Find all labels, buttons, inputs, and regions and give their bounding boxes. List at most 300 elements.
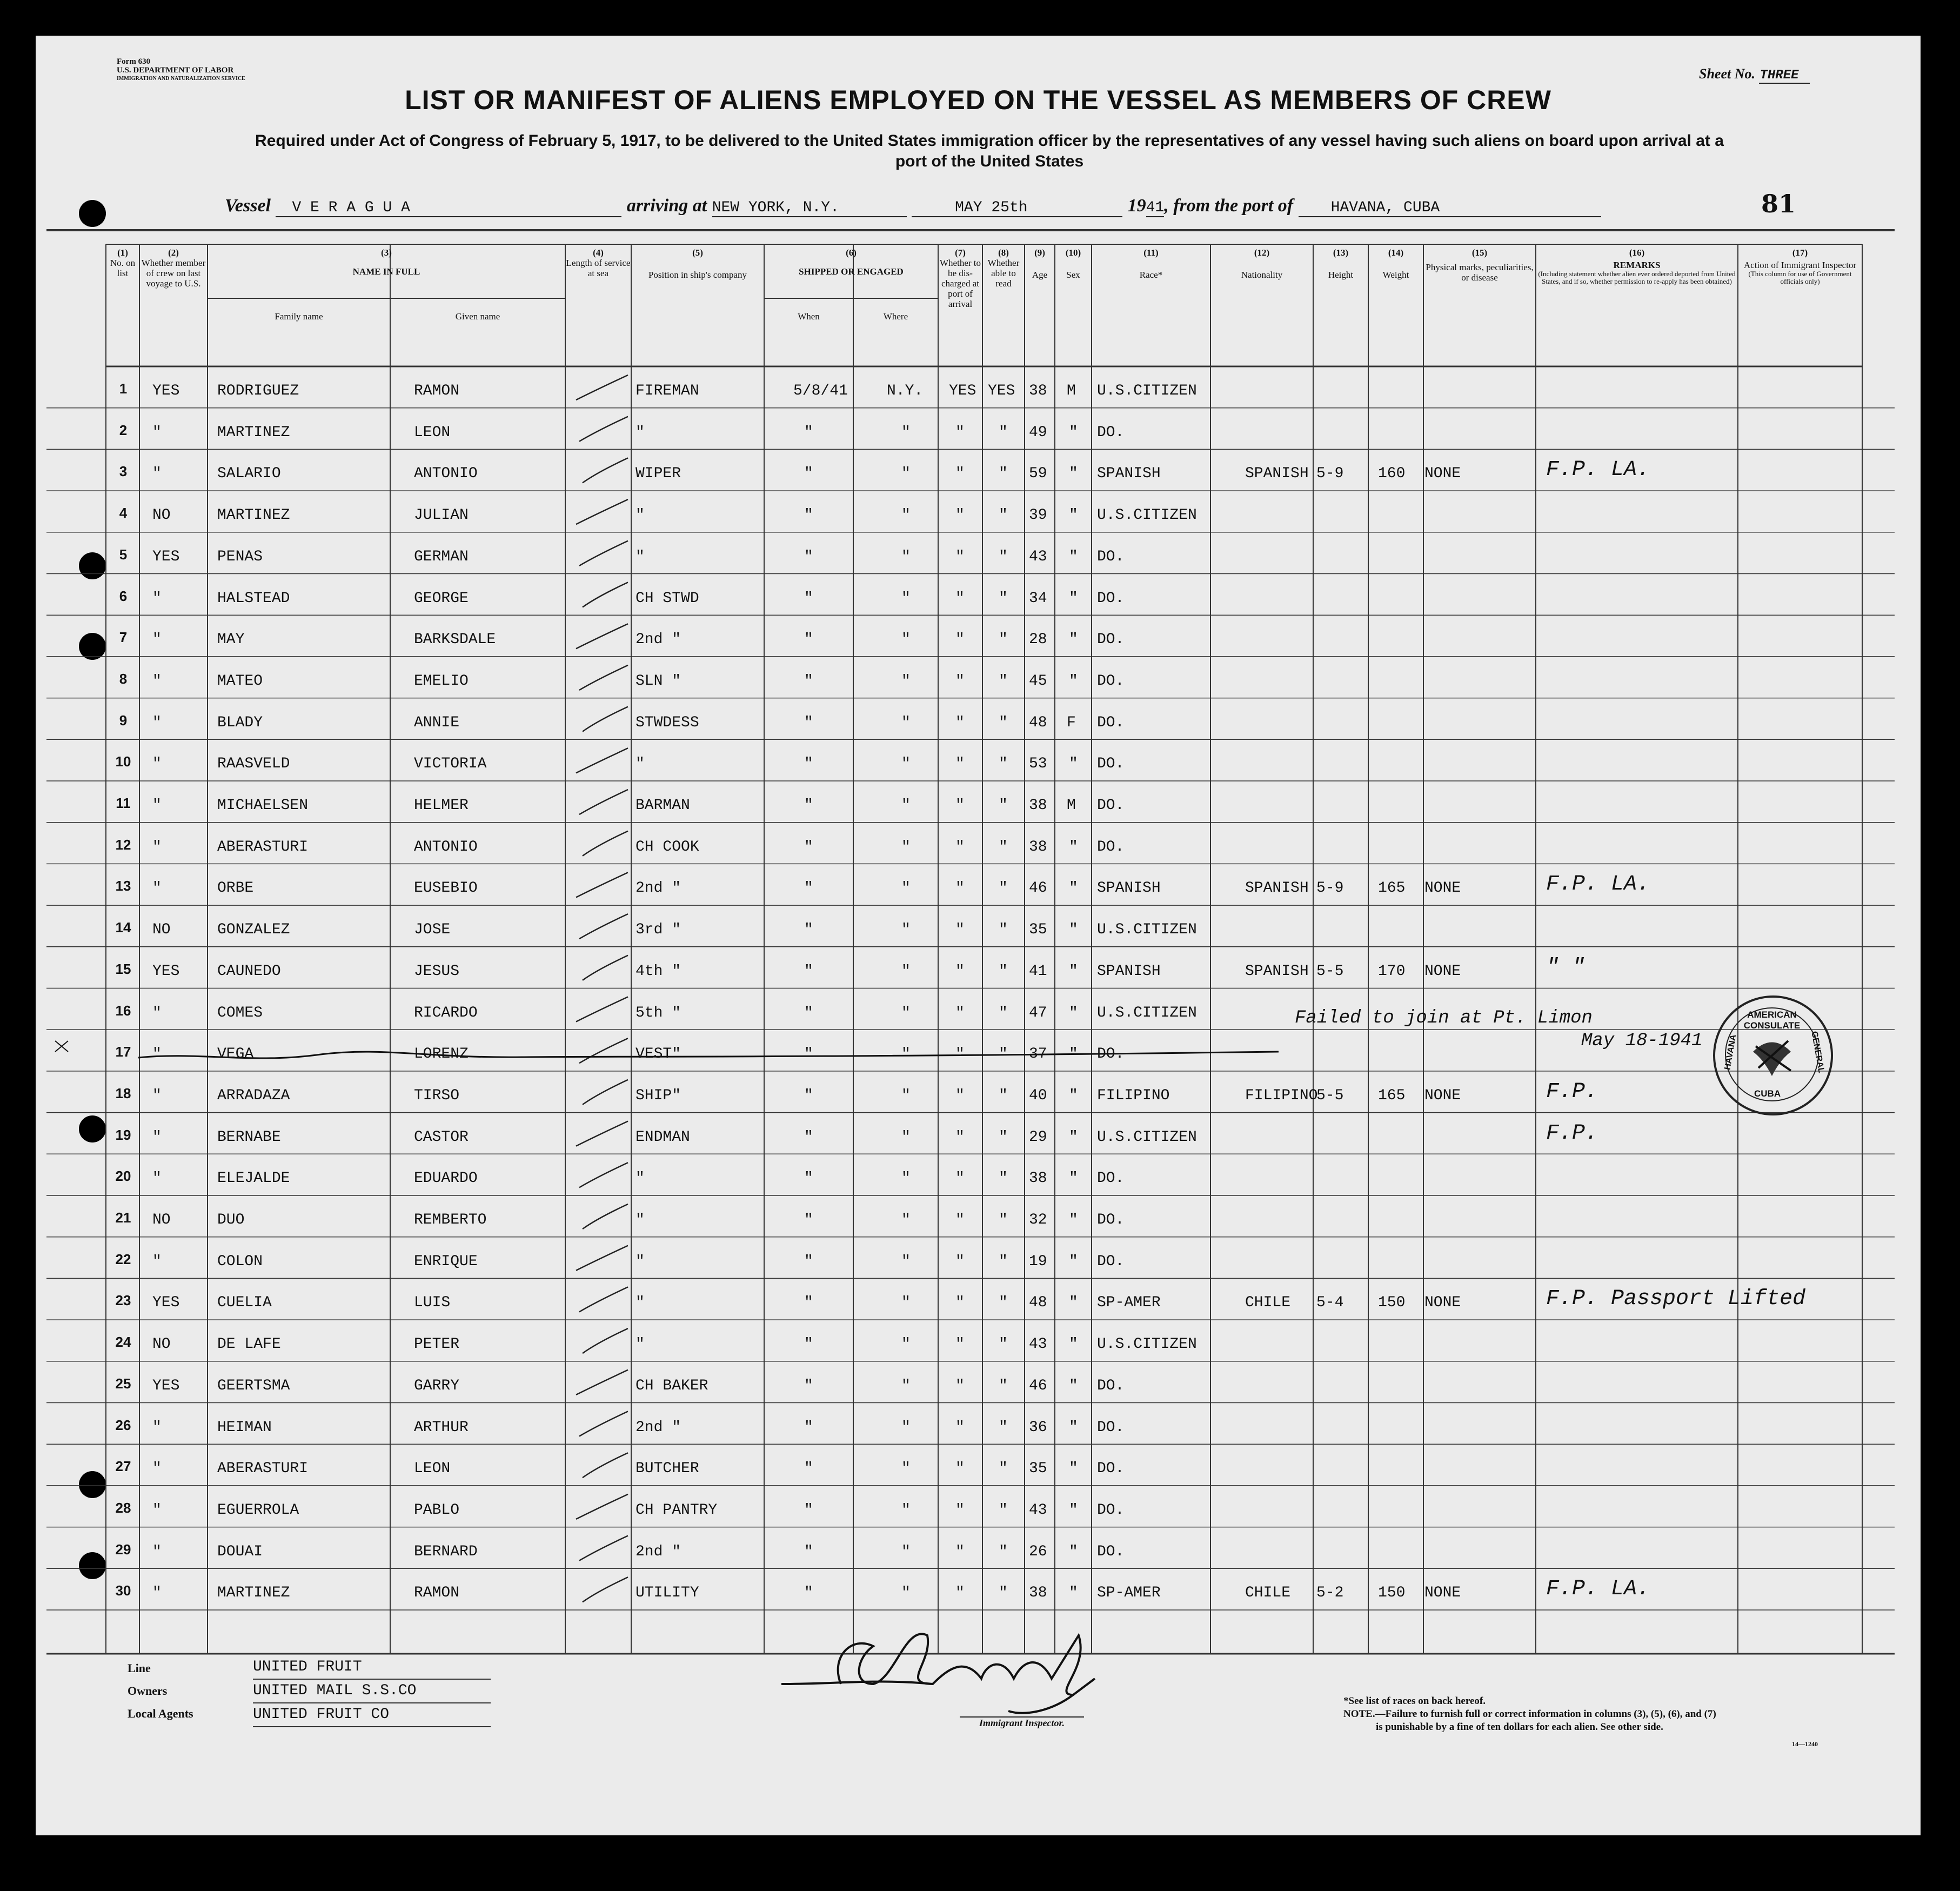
- shipped-where-cell: ": [901, 424, 911, 441]
- weight-cell: 165: [1378, 880, 1406, 897]
- row-number-cell: 19: [115, 1126, 131, 1143]
- race-cell: SP-AMER: [1097, 1585, 1161, 1602]
- position-cell: CH BAKER: [636, 1377, 708, 1394]
- subtitle-line-1: Required under Act of Congress of February 5, 1917, to be delivered to the United States immigration officer by the representatives of any vessel having such aliens on board upon arrival at a: [255, 132, 1724, 150]
- col-remarks-header: (16) REMARKS (Including statement whether alien ever ordered deported from United States, and if so, whether permission to re-apply has been obtained): [1538, 248, 1736, 285]
- race-cell: DO.: [1097, 590, 1125, 607]
- last-voyage-cell: ": [152, 1501, 162, 1519]
- departure-port: HAVANA, CUBA: [1299, 199, 1601, 217]
- age-cell: 29: [1029, 1128, 1047, 1146]
- shipped-when-cell: ": [804, 838, 813, 856]
- able-to-read-cell: ": [999, 921, 1008, 939]
- race-cell: U.S.CITIZEN: [1097, 1004, 1197, 1021]
- able-to-read-cell: ": [999, 1501, 1008, 1519]
- given-name-cell: JESUS: [414, 963, 460, 980]
- position-cell: WIPER: [636, 465, 681, 483]
- page-number: 81: [1761, 189, 1796, 218]
- footer-agents-label: Local Agents: [128, 1707, 193, 1720]
- nationality-cell: CHILE: [1245, 1585, 1291, 1602]
- last-voyage-cell: YES: [152, 548, 180, 565]
- height-cell: 5-4: [1316, 1294, 1344, 1312]
- family-name-cell: GEERTSMA: [217, 1377, 290, 1394]
- row-number-cell: 14: [115, 919, 131, 936]
- department-name: U.S. DEPARTMENT OF LABOR: [117, 66, 234, 75]
- position-cell: ": [636, 424, 645, 441]
- given-name-cell: VICTORIA: [414, 756, 487, 773]
- shipped-when-cell: ": [804, 1377, 813, 1394]
- nationality-cell: SPANISH: [1245, 963, 1309, 980]
- race-cell: DO.: [1097, 756, 1125, 773]
- family-name-cell: ABERASTURI: [217, 1460, 309, 1478]
- position-cell: CH PANTRY: [636, 1501, 718, 1519]
- last-voyage-cell: ": [152, 714, 162, 731]
- last-voyage-cell: ": [152, 1004, 162, 1021]
- shipped-where-cell: ": [901, 756, 911, 773]
- col-name-header: (3) NAME IN FULL: [352, 248, 420, 277]
- able-to-read-cell: YES: [988, 383, 1015, 399]
- family-name-cell: RODRIGUEZ: [217, 383, 299, 399]
- physical-marks-cell: NONE: [1424, 1585, 1461, 1602]
- race-cell: DO.: [1097, 797, 1125, 814]
- race-cell: U.S.CITIZEN: [1097, 383, 1197, 399]
- age-cell: 59: [1029, 465, 1047, 483]
- position-cell: ": [636, 1253, 645, 1270]
- physical-marks-cell: NONE: [1424, 1294, 1461, 1312]
- position-cell: 5th ": [636, 1004, 681, 1021]
- able-to-read-cell: ": [999, 1294, 1008, 1312]
- age-cell: 46: [1029, 880, 1047, 897]
- given-name-cell: GARRY: [414, 1377, 460, 1394]
- position-cell: CH COOK: [636, 838, 699, 856]
- shipped-where-cell: ": [901, 797, 911, 814]
- sex-cell: ": [1069, 921, 1078, 939]
- col-no-header: (1) No. on list: [110, 248, 136, 278]
- age-cell: 38: [1029, 383, 1047, 399]
- shipped-when-cell: ": [804, 1294, 813, 1312]
- position-cell: ENDMAN: [636, 1128, 690, 1146]
- age-cell: 48: [1029, 714, 1047, 731]
- sheet-value: THREE: [1759, 68, 1810, 84]
- position-cell: BUTCHER: [636, 1460, 699, 1478]
- col-position-header: (5) Position in ship's company: [648, 248, 747, 280]
- given-name-cell: EDUARDO: [414, 1170, 478, 1187]
- sex-cell: ": [1069, 507, 1078, 524]
- last-voyage-cell: ": [152, 465, 162, 483]
- row-number-cell: 27: [115, 1458, 131, 1475]
- able-to-read-cell: ": [999, 1212, 1008, 1228]
- col-weight-header: (14) Weight: [1382, 248, 1409, 280]
- position-cell: ": [636, 1336, 645, 1353]
- age-cell: 34: [1029, 590, 1047, 607]
- able-to-read-cell: ": [999, 548, 1008, 565]
- position-cell: BARMAN: [636, 797, 690, 814]
- position-cell: ": [636, 756, 645, 773]
- sex-cell: ": [1069, 1377, 1078, 1394]
- last-voyage-cell: ": [152, 1419, 162, 1436]
- last-voyage-cell: ": [152, 756, 162, 773]
- nationality-cell: SPANISH: [1245, 880, 1309, 897]
- family-name-cell: MARTINEZ: [217, 507, 290, 524]
- family-name-cell: COLON: [217, 1253, 263, 1270]
- shipped-where-cell: ": [901, 672, 911, 690]
- row-number-cell: 6: [119, 587, 128, 604]
- subtitle-line-2: port of the United States: [895, 152, 1084, 170]
- able-to-read-cell: ": [999, 424, 1008, 441]
- footer-owners-value: UNITED MAIL S.S.CO: [253, 1680, 491, 1703]
- col-sex-header: (10) Sex: [1065, 248, 1081, 280]
- sex-cell: ": [1069, 1543, 1078, 1560]
- sex-cell: ": [1069, 1294, 1078, 1312]
- sex-cell: ": [1069, 1170, 1078, 1187]
- position-cell: ": [636, 507, 645, 524]
- given-name-cell: CASTOR: [414, 1128, 469, 1146]
- arrival-date: MAY 25th: [912, 199, 1122, 217]
- shipped-when-cell: ": [804, 1253, 813, 1270]
- shipped-where-cell: ": [901, 880, 911, 897]
- given-name-cell: GERMAN: [414, 548, 469, 565]
- race-cell: SPANISH: [1097, 963, 1161, 980]
- able-to-read-cell: ": [999, 963, 1008, 980]
- page-title: LIST OR MANIFEST OF ALIENS EMPLOYED ON THE VESSEL AS MEMBERS OF CREW: [405, 85, 1551, 115]
- last-voyage-cell: ": [152, 590, 162, 607]
- shipped-when-cell: ": [804, 1460, 813, 1478]
- footer-owners-label: Owners: [128, 1684, 168, 1698]
- able-to-read-cell: ": [999, 465, 1008, 483]
- shipped-when-cell: ": [804, 548, 813, 565]
- age-cell: 53: [1029, 756, 1047, 773]
- last-voyage-cell: ": [152, 1087, 162, 1104]
- sex-cell: ": [1069, 1460, 1078, 1478]
- row-number-cell: 12: [115, 836, 131, 853]
- stamp-left-text: HAVANA: [1723, 1033, 1738, 1071]
- age-cell: 40: [1029, 1087, 1047, 1104]
- able-to-read-cell: ": [999, 1419, 1008, 1436]
- able-to-read-cell: ": [999, 1585, 1008, 1602]
- able-to-read-cell: ": [999, 1128, 1008, 1146]
- shipped-when-cell: ": [804, 1543, 813, 1560]
- consulate-stamp: [1713, 995, 1833, 1115]
- vessel-label: Vessel: [225, 196, 271, 216]
- shipped-when-cell: ": [804, 797, 813, 814]
- age-cell: 38: [1029, 1170, 1047, 1187]
- discharged-cell: ": [955, 1004, 965, 1021]
- remarks-cell: F.P. LA.: [1546, 458, 1650, 483]
- age-cell: 36: [1029, 1419, 1047, 1436]
- row-number-cell: 23: [115, 1292, 131, 1309]
- row-number-cell: 28: [115, 1499, 131, 1516]
- age-cell: 19: [1029, 1253, 1047, 1270]
- able-to-read-cell: ": [999, 590, 1008, 607]
- family-name-cell: ARRADAZA: [217, 1087, 290, 1104]
- race-cell: U.S.CITIZEN: [1097, 921, 1197, 939]
- given-name-cell: RICARDO: [414, 1004, 478, 1021]
- sex-cell: ": [1069, 1212, 1078, 1228]
- col-height-header: (13) Height: [1328, 248, 1354, 280]
- weight-cell: 150: [1378, 1294, 1406, 1312]
- col-shipped-header: (6) SHIPPED OR ENGAGED: [799, 248, 904, 277]
- race-cell: DO.: [1097, 714, 1125, 731]
- sex-cell: ": [1069, 1253, 1078, 1270]
- remarks-cell: F.P. LA.: [1546, 1577, 1650, 1602]
- given-name-cell: ARTHUR: [414, 1419, 469, 1436]
- family-name-cell: DUO: [217, 1212, 245, 1228]
- shipped-where-cell: ": [901, 1128, 911, 1146]
- last-voyage-cell: ": [152, 880, 162, 897]
- manifest-sheet: [36, 36, 1921, 1835]
- race-cell: DO.: [1097, 1460, 1125, 1478]
- inspector-label: Immigrant Inspector.: [960, 1716, 1084, 1729]
- given-name-cell: JOSE: [414, 921, 451, 939]
- sex-cell: F: [1067, 714, 1076, 731]
- footer-notes: [1343, 1695, 1716, 1734]
- race-cell: DO.: [1097, 1046, 1125, 1063]
- shipped-when-cell: ": [804, 465, 813, 483]
- year-prefix: 19: [1127, 196, 1146, 216]
- shipped-when-cell: ": [804, 631, 813, 649]
- family-name-cell: GONZALEZ: [217, 921, 290, 939]
- shipped-where-cell: N.Y.: [887, 383, 924, 399]
- given-name-cell: ANTONIO: [414, 465, 478, 483]
- shipped-where-cell: ": [901, 1543, 911, 1560]
- row-number-cell: 2: [119, 422, 128, 438]
- row-number-cell: 10: [115, 753, 131, 770]
- discharged-cell: ": [955, 880, 965, 897]
- family-name-cell: CAUNEDO: [217, 963, 281, 980]
- discharged-cell: ": [955, 1377, 965, 1394]
- height-cell: 5-5: [1316, 963, 1344, 980]
- row-number-cell: 30: [115, 1582, 131, 1599]
- discharged-cell: ": [955, 1543, 965, 1560]
- row-number-cell: 3: [119, 463, 128, 480]
- race-cell: DO.: [1097, 1170, 1125, 1187]
- family-name-cell: ELEJALDE: [217, 1170, 290, 1187]
- able-to-read-cell: ": [999, 1377, 1008, 1394]
- family-name-cell: MAY: [217, 631, 245, 649]
- sex-cell: M: [1067, 797, 1076, 814]
- nationality-cell: FILIPINO: [1245, 1087, 1318, 1104]
- sex-cell: ": [1069, 1419, 1078, 1436]
- footer-line-label: Line: [128, 1661, 151, 1675]
- able-to-read-cell: ": [999, 838, 1008, 856]
- sex-cell: ": [1069, 424, 1078, 441]
- family-name-cell: VEGA: [217, 1046, 254, 1063]
- sex-cell: ": [1069, 1046, 1078, 1063]
- last-voyage-cell: YES: [152, 383, 180, 399]
- last-voyage-cell: ": [152, 1543, 162, 1560]
- position-cell: 3rd ": [636, 921, 681, 939]
- age-cell: 48: [1029, 1294, 1047, 1312]
- sex-cell: ": [1069, 1501, 1078, 1519]
- row-number-cell: 24: [115, 1334, 131, 1351]
- race-cell: DO.: [1097, 1501, 1125, 1519]
- race-cell: U.S.CITIZEN: [1097, 507, 1197, 524]
- shipped-when-cell: ": [804, 921, 813, 939]
- sex-cell: ": [1069, 963, 1078, 980]
- last-voyage-cell: YES: [152, 963, 180, 980]
- last-voyage-cell: NO: [152, 507, 171, 524]
- sex-cell: ": [1069, 1585, 1078, 1602]
- shipped-when-cell: ": [804, 1087, 813, 1104]
- given-name-cell: EUSEBIO: [414, 880, 478, 897]
- position-cell: VEST": [636, 1046, 681, 1063]
- discharged-cell: ": [955, 756, 965, 773]
- col-read-header: (8) Whether able to read: [987, 248, 1020, 289]
- family-name-cell: RAASVELD: [217, 756, 290, 773]
- weight-cell: 165: [1378, 1087, 1406, 1104]
- last-voyage-cell: ": [152, 797, 162, 814]
- family-name-cell: MICHAELSEN: [217, 797, 309, 814]
- shipped-where-cell: ": [901, 1294, 911, 1312]
- family-name-cell: CUELIA: [217, 1294, 272, 1312]
- last-voyage-cell: ": [152, 631, 162, 649]
- given-name-cell: REMBERTO: [414, 1212, 487, 1228]
- position-cell: 2nd ": [636, 631, 681, 649]
- age-cell: 43: [1029, 548, 1047, 565]
- row-number-cell: 7: [119, 629, 128, 646]
- col-family-name-header: Family name: [275, 311, 323, 322]
- remarks-cell: May 18-1941: [1581, 1031, 1703, 1052]
- vessel-name: V E R A G U A: [276, 199, 621, 217]
- service-name: IMMIGRATION AND NATURALIZATION SERVICE: [117, 76, 245, 82]
- row-number-cell: 21: [115, 1210, 131, 1226]
- discharged-cell: ": [955, 963, 965, 980]
- position-cell: UTILITY: [636, 1585, 699, 1602]
- able-to-read-cell: ": [999, 1087, 1008, 1104]
- stamp-bottom-text: CUBA: [1754, 1088, 1781, 1099]
- discharged-cell: ": [955, 1087, 965, 1104]
- given-name-cell: PABLO: [414, 1501, 460, 1519]
- shipped-where-cell: ": [901, 1377, 911, 1394]
- shipped-where-cell: ": [901, 1087, 911, 1104]
- remarks-cell: F.P. Passport Lifted: [1546, 1287, 1806, 1312]
- discharged-cell: ": [955, 1585, 965, 1602]
- discharged-cell: ": [955, 1128, 965, 1146]
- able-to-read-cell: ": [999, 797, 1008, 814]
- age-cell: 41: [1029, 963, 1047, 980]
- discharged-cell: ": [955, 1046, 965, 1063]
- shipped-where-cell: ": [901, 1253, 911, 1270]
- shipped-when-cell: ": [804, 1212, 813, 1228]
- position-cell: SLN ": [636, 672, 681, 690]
- family-name-cell: MARTINEZ: [217, 1585, 290, 1602]
- remarks-cell: " ": [1546, 955, 1586, 980]
- sex-cell: ": [1069, 672, 1078, 690]
- family-name-cell: PENAS: [217, 548, 263, 565]
- family-name-cell: HALSTEAD: [217, 590, 290, 607]
- last-voyage-cell: ": [152, 838, 162, 856]
- shipped-when-cell: ": [804, 1046, 813, 1063]
- given-name-cell: ANNIE: [414, 714, 460, 731]
- shipped-when-cell: 5/8/41: [793, 383, 848, 399]
- stamp-eagle-icon: [1748, 1030, 1796, 1079]
- row-number-cell: 8: [119, 670, 128, 687]
- row-number-cell: 15: [115, 960, 131, 977]
- note-races: *See list of races on back hereof.: [1343, 1695, 1486, 1707]
- age-cell: 45: [1029, 672, 1047, 690]
- discharged-cell: YES: [949, 383, 976, 399]
- able-to-read-cell: ": [999, 672, 1008, 690]
- sex-cell: ": [1069, 465, 1078, 483]
- last-voyage-cell: YES: [152, 1294, 180, 1312]
- race-cell: FILIPINO: [1097, 1087, 1170, 1104]
- row-number-cell: 11: [116, 795, 131, 811]
- shipped-when-cell: ": [804, 424, 813, 441]
- col-last-voyage-header: (2) Whether member of crew on last voyage to U.S.: [141, 248, 206, 289]
- shipped-when-cell: ": [804, 714, 813, 731]
- age-cell: 35: [1029, 1460, 1047, 1478]
- position-cell: FIREMAN: [636, 383, 699, 399]
- race-cell: DO.: [1097, 1377, 1125, 1394]
- position-cell: ": [636, 1294, 645, 1312]
- discharged-cell: ": [955, 424, 965, 441]
- given-name-cell: BERNARD: [414, 1543, 478, 1560]
- discharged-cell: ": [955, 548, 965, 565]
- shipped-where-cell: ": [901, 714, 911, 731]
- discharged-cell: ": [955, 921, 965, 939]
- shipped-where-cell: ": [901, 590, 911, 607]
- able-to-read-cell: ": [999, 1543, 1008, 1560]
- age-cell: 26: [1029, 1543, 1047, 1560]
- position-cell: SHIP": [636, 1087, 681, 1104]
- able-to-read-cell: ": [999, 1460, 1008, 1478]
- weight-cell: 170: [1378, 963, 1406, 980]
- note-penalty-1: NOTE.—Failure to furnish full or correct information in columns (3), (5), (6), and (7): [1343, 1708, 1716, 1720]
- position-cell: 2nd ": [636, 1543, 681, 1560]
- race-cell: DO.: [1097, 424, 1125, 441]
- shipped-where-cell: ": [901, 1501, 911, 1519]
- shipped-when-cell: ": [804, 1419, 813, 1436]
- sheet-label: Sheet No.: [1699, 66, 1755, 82]
- discharged-cell: ": [955, 631, 965, 649]
- discharged-cell: ": [955, 714, 965, 731]
- row-number-cell: 25: [115, 1375, 131, 1392]
- last-voyage-cell: ": [152, 1128, 162, 1146]
- discharged-cell: ": [955, 1212, 965, 1228]
- family-name-cell: MARTINEZ: [217, 424, 290, 441]
- sex-cell: ": [1069, 548, 1078, 565]
- age-cell: 38: [1029, 838, 1047, 856]
- last-voyage-cell: ": [152, 1460, 162, 1478]
- inspector-signature: [771, 1603, 1149, 1722]
- sex-cell: ": [1069, 1128, 1078, 1146]
- sex-cell: ": [1069, 880, 1078, 897]
- discharged-cell: ": [955, 1419, 965, 1436]
- given-name-cell: RAMON: [414, 383, 460, 399]
- shipped-where-cell: ": [901, 1419, 911, 1436]
- row-number-cell: 1: [119, 380, 128, 397]
- height-cell: 5-5: [1316, 1087, 1344, 1104]
- race-cell: DO.: [1097, 838, 1125, 856]
- height-cell: 5-9: [1316, 880, 1344, 897]
- col-physical-marks-header: (15) Physical marks, peculiarities, or disease: [1426, 248, 1534, 283]
- discharged-cell: ": [955, 1460, 965, 1478]
- age-cell: 49: [1029, 424, 1047, 441]
- age-cell: 37: [1029, 1046, 1047, 1063]
- shipped-when-cell: ": [804, 1170, 813, 1187]
- row-number-cell: 9: [119, 712, 128, 729]
- col-race-header: (11) Race*: [1139, 248, 1163, 280]
- position-cell: ": [636, 1212, 645, 1228]
- family-name-cell: DOUAI: [217, 1543, 263, 1560]
- discharged-cell: ": [955, 590, 965, 607]
- family-name-cell: BLADY: [217, 714, 263, 731]
- shipped-when-cell: ": [804, 1004, 813, 1021]
- sex-cell: ": [1069, 1336, 1078, 1353]
- row-number-cell: 22: [115, 1251, 131, 1267]
- weight-cell: 160: [1378, 465, 1406, 483]
- able-to-read-cell: ": [999, 756, 1008, 773]
- row-number-cell: 13: [115, 878, 131, 894]
